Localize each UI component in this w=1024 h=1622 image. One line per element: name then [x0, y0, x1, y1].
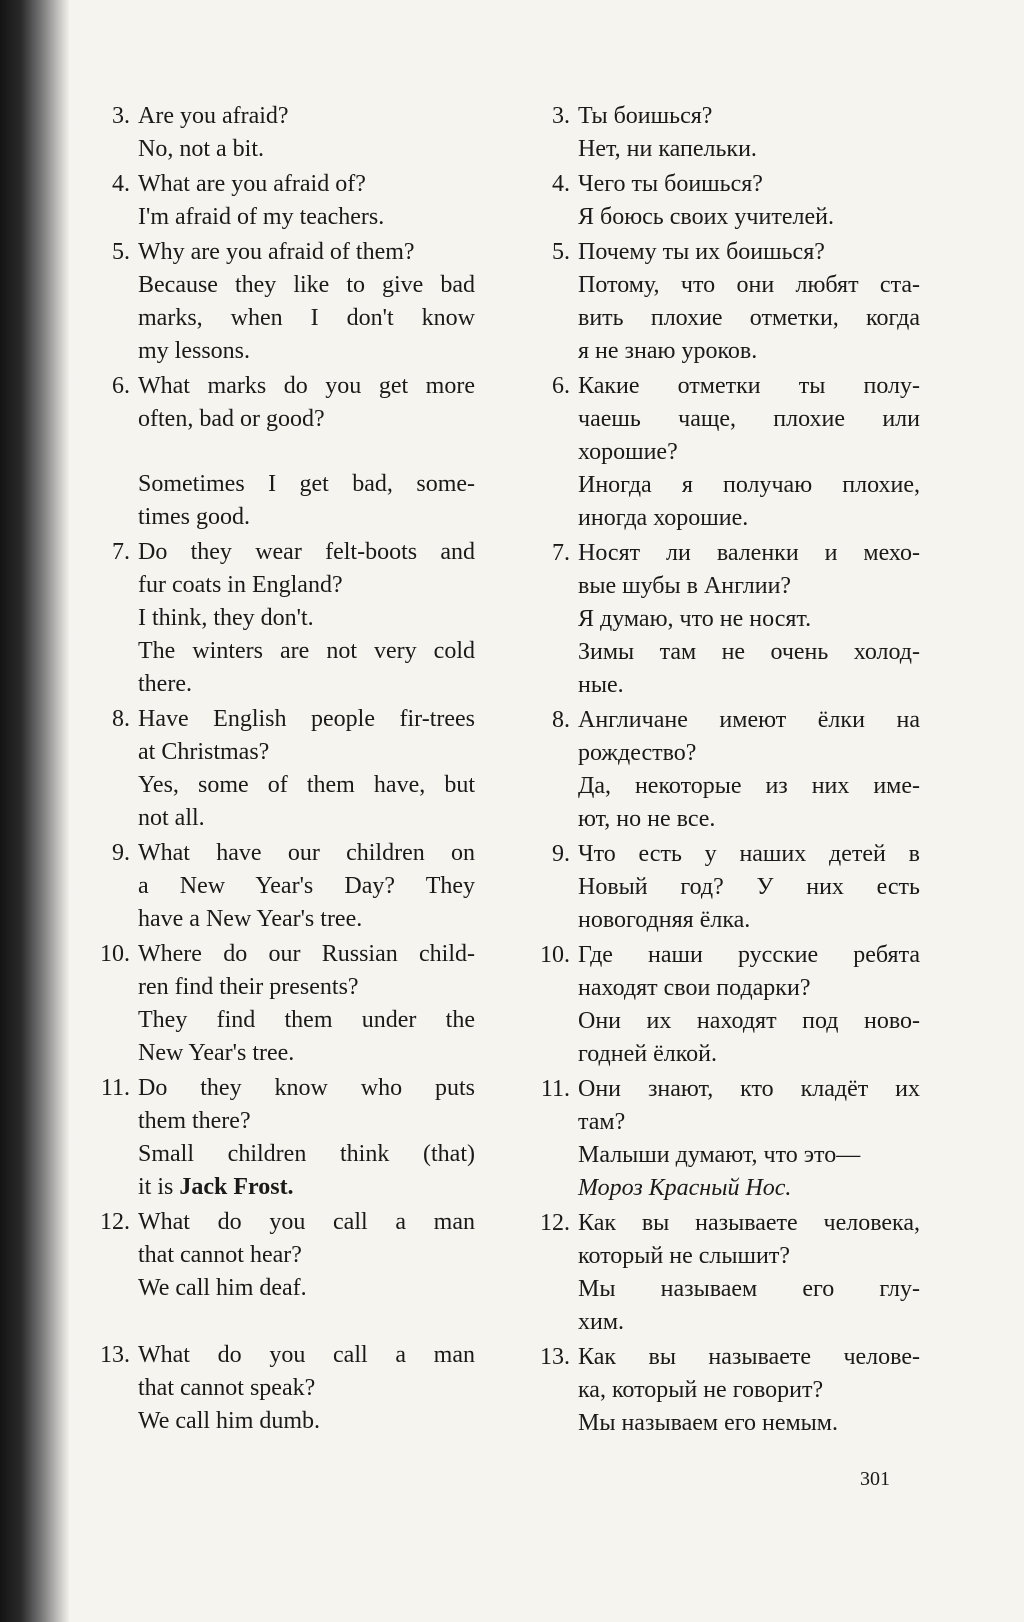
page-binding-edge	[0, 0, 70, 1622]
text-line	[138, 1171, 475, 1204]
text-line: Sometimes I get bad, some-	[138, 471, 475, 497]
item-text	[578, 537, 920, 702]
item-text	[138, 1072, 475, 1204]
text-line: иногда хорошие.	[578, 505, 749, 531]
item-number: 10.	[100, 941, 130, 967]
text-line: там?	[578, 1109, 626, 1135]
dialogue-item	[80, 370, 475, 534]
text-line: Как вы называете челове-	[578, 1344, 920, 1370]
text-line: Зимы там не очень холод-	[578, 639, 920, 665]
text-line: Как вы называете человека,	[578, 1210, 920, 1236]
text-line: Иногда я получаю плохие,	[578, 472, 920, 498]
item-number: 9.	[112, 840, 130, 866]
text-line: чаешь чаще, плохие или	[578, 406, 920, 432]
item-text	[138, 1206, 475, 1337]
item-number: 7.	[552, 540, 570, 566]
russian-column	[520, 100, 920, 1442]
text-line: They find them under the	[138, 1007, 475, 1033]
dialogue-item	[520, 537, 920, 702]
item-text	[138, 536, 475, 701]
text-line: a New Year's Day? They	[138, 873, 475, 899]
text-line: Они знают, кто кладёт их	[578, 1076, 920, 1102]
text-line: my lessons.	[138, 338, 251, 364]
text-line: Малыши думают, что это—	[578, 1142, 861, 1168]
text-line: often, bad or good?	[138, 406, 325, 432]
item-number: 3.	[552, 103, 570, 129]
text-line: ren find their presents?	[138, 974, 359, 1000]
dialogue-item	[520, 370, 920, 535]
dialogue-item	[520, 236, 920, 368]
text-line: Do they know who puts	[138, 1075, 475, 1101]
item-number: 5.	[112, 239, 130, 265]
text-line: Какие отметки ты полу-	[578, 373, 920, 399]
item-number: 10.	[540, 942, 570, 968]
text-line: What do you call a man	[138, 1209, 475, 1235]
text-line: находят свои подарки?	[578, 975, 811, 1001]
text-line: вые шубы в Англии?	[578, 573, 792, 599]
text-line: Yes, some of them have, but	[138, 772, 475, 798]
text-line: fur coats in England?	[138, 572, 343, 598]
item-text	[578, 100, 920, 166]
item-text	[578, 838, 920, 937]
text-line: ные.	[578, 672, 624, 698]
item-text	[138, 370, 475, 534]
item-text	[578, 370, 920, 535]
item-number: 3.	[112, 103, 130, 129]
item-text	[578, 236, 920, 368]
italic-term: Мороз Красный Нос.	[578, 1175, 792, 1201]
text-line: рождество?	[578, 740, 697, 766]
text-line: годней ёлкой.	[578, 1041, 718, 1067]
item-number: 8.	[552, 707, 570, 733]
text-line: который не слышит?	[578, 1243, 790, 1269]
text-line: Почему ты их боишься?	[578, 239, 825, 265]
text-line: The winters are not very cold	[138, 638, 475, 664]
text-line: No, not a bit.	[138, 136, 264, 162]
item-number: 11.	[540, 1076, 570, 1102]
text-line: Потому, что они любят ста-	[578, 272, 920, 298]
text-line: Where do our Russian child-	[138, 941, 475, 967]
text-line: Новый год? У них есть	[578, 874, 920, 900]
line-gap	[138, 1305, 475, 1337]
text-line: Я боюсь своих учителей.	[578, 204, 834, 230]
item-text	[138, 1339, 475, 1438]
text-line: Нет, ни капельки.	[578, 136, 757, 162]
text-line: Они их находят под ново-	[578, 1008, 920, 1034]
dialogue-item	[80, 536, 475, 701]
dialogue-item	[520, 168, 920, 234]
text-line: New Year's tree.	[138, 1040, 295, 1066]
item-number: 8.	[112, 706, 130, 732]
text-line: We call him deaf.	[138, 1275, 307, 1301]
item-text	[138, 100, 475, 166]
bold-term: Jack Frost.	[179, 1174, 294, 1200]
text-line: that cannot hear?	[138, 1242, 302, 1268]
item-text	[138, 703, 475, 835]
item-number: 9.	[552, 841, 570, 867]
text-run: it is	[138, 1174, 174, 1200]
text-line: times good.	[138, 504, 250, 530]
dialogue-item	[80, 1206, 475, 1337]
item-number: 4.	[112, 171, 130, 197]
text-line: that cannot speak?	[138, 1375, 316, 1401]
text-line: Да, некоторые из них име-	[578, 773, 920, 799]
text-line: Have English people fir-trees	[138, 706, 475, 732]
item-text	[578, 1341, 920, 1440]
text-line: Because they like to give bad	[138, 272, 475, 298]
dialogue-item	[80, 1072, 475, 1204]
text-line: marks, when I don't know	[138, 305, 475, 331]
item-number: 11.	[100, 1075, 130, 1101]
text-line: Small children think (that)	[138, 1141, 475, 1167]
dialogue-item	[520, 838, 920, 937]
text-line: at Christmas?	[138, 739, 270, 765]
dialogue-item	[80, 236, 475, 368]
text-line: Мы называем его глу-	[578, 1276, 920, 1302]
text-line: ка, который не говорит?	[578, 1377, 824, 1403]
item-text	[138, 236, 475, 368]
text-line: ют, но не все.	[578, 806, 716, 832]
item-text	[578, 704, 920, 836]
text-line: What do you call a man	[138, 1342, 475, 1368]
dialogue-item	[80, 168, 475, 234]
item-number: 6.	[552, 373, 570, 399]
text-line: Do they wear felt-boots and	[138, 539, 475, 565]
text-line: хорошие?	[578, 439, 678, 465]
text-line: We call him dumb.	[138, 1408, 321, 1434]
item-text	[138, 168, 475, 234]
item-text	[578, 1207, 920, 1339]
dialogue-item	[80, 938, 475, 1070]
item-number: 13.	[540, 1344, 570, 1370]
text-line: I'm afraid of my teachers.	[138, 204, 385, 230]
text-line: Чего ты боишься?	[578, 171, 763, 197]
item-text	[578, 1073, 920, 1205]
item-text	[138, 837, 475, 936]
dialogue-item	[520, 1073, 920, 1205]
item-number: 6.	[112, 373, 130, 399]
text-line: я не знаю уроков.	[578, 338, 758, 364]
english-column	[80, 100, 475, 1440]
dialogue-item	[520, 1207, 920, 1339]
item-number: 4.	[552, 171, 570, 197]
text-line: Are you afraid?	[138, 103, 289, 129]
text-line: Why are you afraid of them?	[138, 239, 415, 265]
dialogue-item	[520, 939, 920, 1071]
text-line: Ты боишься?	[578, 103, 713, 129]
item-number: 7.	[112, 539, 130, 565]
text-line: What marks do you get more	[138, 373, 475, 399]
item-number: 5.	[552, 239, 570, 265]
item-text	[138, 938, 475, 1070]
item-number: 12.	[540, 1210, 570, 1236]
text-line: новогодняя ёлка.	[578, 907, 751, 933]
dialogue-item	[80, 1339, 475, 1438]
text-line: them there?	[138, 1108, 251, 1134]
text-line: хим.	[578, 1309, 625, 1335]
dialogue-item	[80, 100, 475, 166]
text-line: Мы называем его немым.	[578, 1410, 838, 1436]
item-text	[578, 168, 920, 234]
text-line: Носят ли валенки и мехо-	[578, 540, 920, 566]
item-text	[578, 939, 920, 1071]
text-line: Англичане имеют ёлки на	[578, 707, 920, 733]
text-line: Я думаю, что не носят.	[578, 606, 812, 632]
item-number: 13.	[100, 1342, 130, 1368]
text-line: not all.	[138, 805, 205, 831]
dialogue-item	[520, 704, 920, 836]
text-line: What are you afraid of?	[138, 171, 366, 197]
dialogue-item	[520, 1341, 920, 1440]
dialogue-item	[80, 837, 475, 936]
dialogue-item	[520, 100, 920, 166]
text-line: have a New Year's tree.	[138, 906, 363, 932]
text-line: вить плохие отметки, когда	[578, 305, 920, 331]
text-line: I think, they don't.	[138, 605, 314, 631]
page-number: 301	[860, 1468, 890, 1490]
text-line: What have our children on	[138, 840, 475, 866]
dialogue-item	[80, 703, 475, 835]
text-line: Где наши русские ребята	[578, 942, 920, 968]
text-line: there.	[138, 671, 192, 697]
text-line: Что есть у наших детей в	[578, 841, 920, 867]
line-gap	[138, 436, 475, 468]
item-number: 12.	[100, 1209, 130, 1235]
